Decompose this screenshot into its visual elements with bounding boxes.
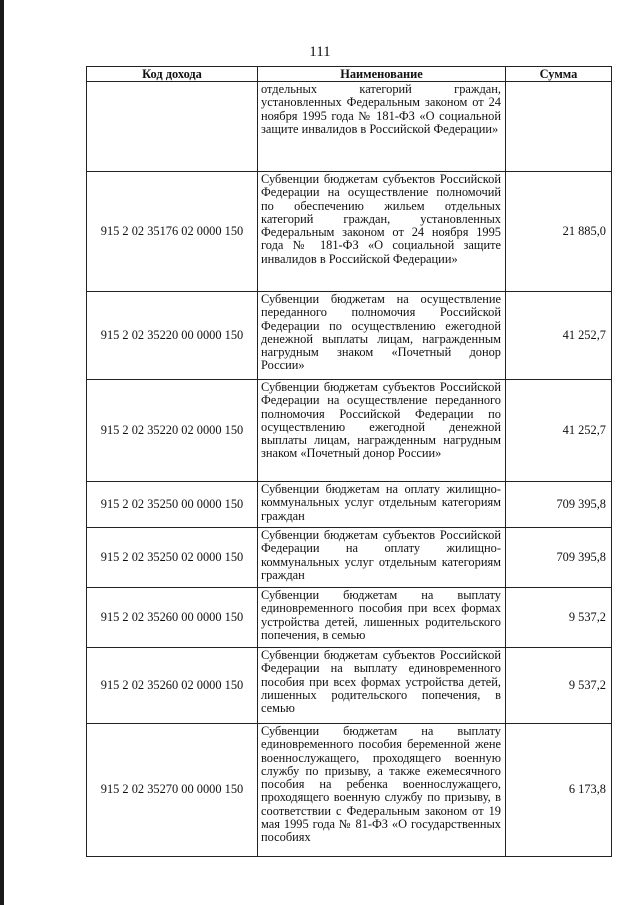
table-row [87,588,612,648]
table-row [87,724,612,857]
income-amount: 709 395,8 [506,528,612,588]
table-row [87,648,612,724]
table-row [87,528,612,588]
income-name: Субвенции бюджетам субъектов Российской Федерации на оплату жилищно-коммунальных услуг отдельным категориям граждан [258,528,506,588]
income-code: 915 2 02 35220 00 0000 150 [87,292,258,380]
page-left-edge [0,0,4,905]
page-number: 111 [309,44,331,60]
income-amount [506,82,612,172]
table-row [87,172,612,292]
header-code: Код дохода [87,67,258,82]
income-name: Субвенции бюджетам на оплату жилищно-коммунальных услуг отдельным категориям граждан [258,482,506,528]
table-row [87,380,612,482]
income-name: Субвенции бюджетам субъектов Российской Федерации на выплату единовременного пособия при всех формах устройства детей, лишенных родительского попечения, в семью [258,648,506,724]
income-amount: 21 885,0 [506,172,612,292]
table-row [87,82,612,172]
table-row [87,482,612,528]
income-code: 915 2 02 35260 00 0000 150 [87,588,258,648]
income-name: Субвенции бюджетам субъектов Российской Федерации на осуществление переданного полномочия Российской Федерации по осуществлению ежегодной денежной выплаты лицам, награжденным нагрудным знаком «Почетный донор России» [258,380,506,482]
income-name: Субвенции бюджетам субъектов Российской Федерации на осуществление полномочий по обеспечению жильем отдельных категорий граждан, установленных Федеральным законом от 24 ноября 1995 года № 181-ФЗ «О социальной защите инвалидов в Российской Федерации» [258,172,506,292]
header-amount: Сумма [506,67,612,82]
income-amount: 6 173,8 [506,724,612,857]
income-name: отдельных категорий граждан, установленных Федеральным законом от 24 ноября 1995 года № 181-ФЗ «О социальной защите инвалидов в Российской Федерации» [258,82,506,172]
income-amount: 9 537,2 [506,588,612,648]
income-code: 915 2 02 35250 02 0000 150 [87,528,258,588]
header-name: Наименование [258,67,506,82]
income-code: 915 2 02 35220 02 0000 150 [87,380,258,482]
income-code: 915 2 02 35250 00 0000 150 [87,482,258,528]
income-name: Субвенции бюджетам на выплату единовременного пособия беременной жене военнослужащего, проходящего военную службу по призыву, а также ежемесячного пособия на ребенка военнослужащего, проходящего военную службу по призыву, в соответствии с Федеральным законом от 19 мая 1995 года № 81-ФЗ «О государственных пособиях [258,724,506,857]
income-code: 915 2 02 35260 02 0000 150 [87,648,258,724]
income-amount: 41 252,7 [506,380,612,482]
income-name: Субвенции бюджетам на осуществление переданного полномочия Российской Федерации по осуществлению ежегодной денежной выплаты лицам, награжденным нагрудным знаком «Почетный донор России» [258,292,506,380]
table-header-row [87,67,612,82]
income-name: Субвенции бюджетам на выплату единовременного пособия при всех формах устройства детей, лишенных родительского попечения, в семью [258,588,506,648]
income-code: 915 2 02 35270 00 0000 150 [87,724,258,857]
income-amount: 9 537,2 [506,648,612,724]
table-row [87,292,612,380]
income-amount: 709 395,8 [506,482,612,528]
income-code: 915 2 02 35176 02 0000 150 [87,172,258,292]
income-code [87,82,258,172]
income-amount: 41 252,7 [506,292,612,380]
income-table [86,66,612,857]
